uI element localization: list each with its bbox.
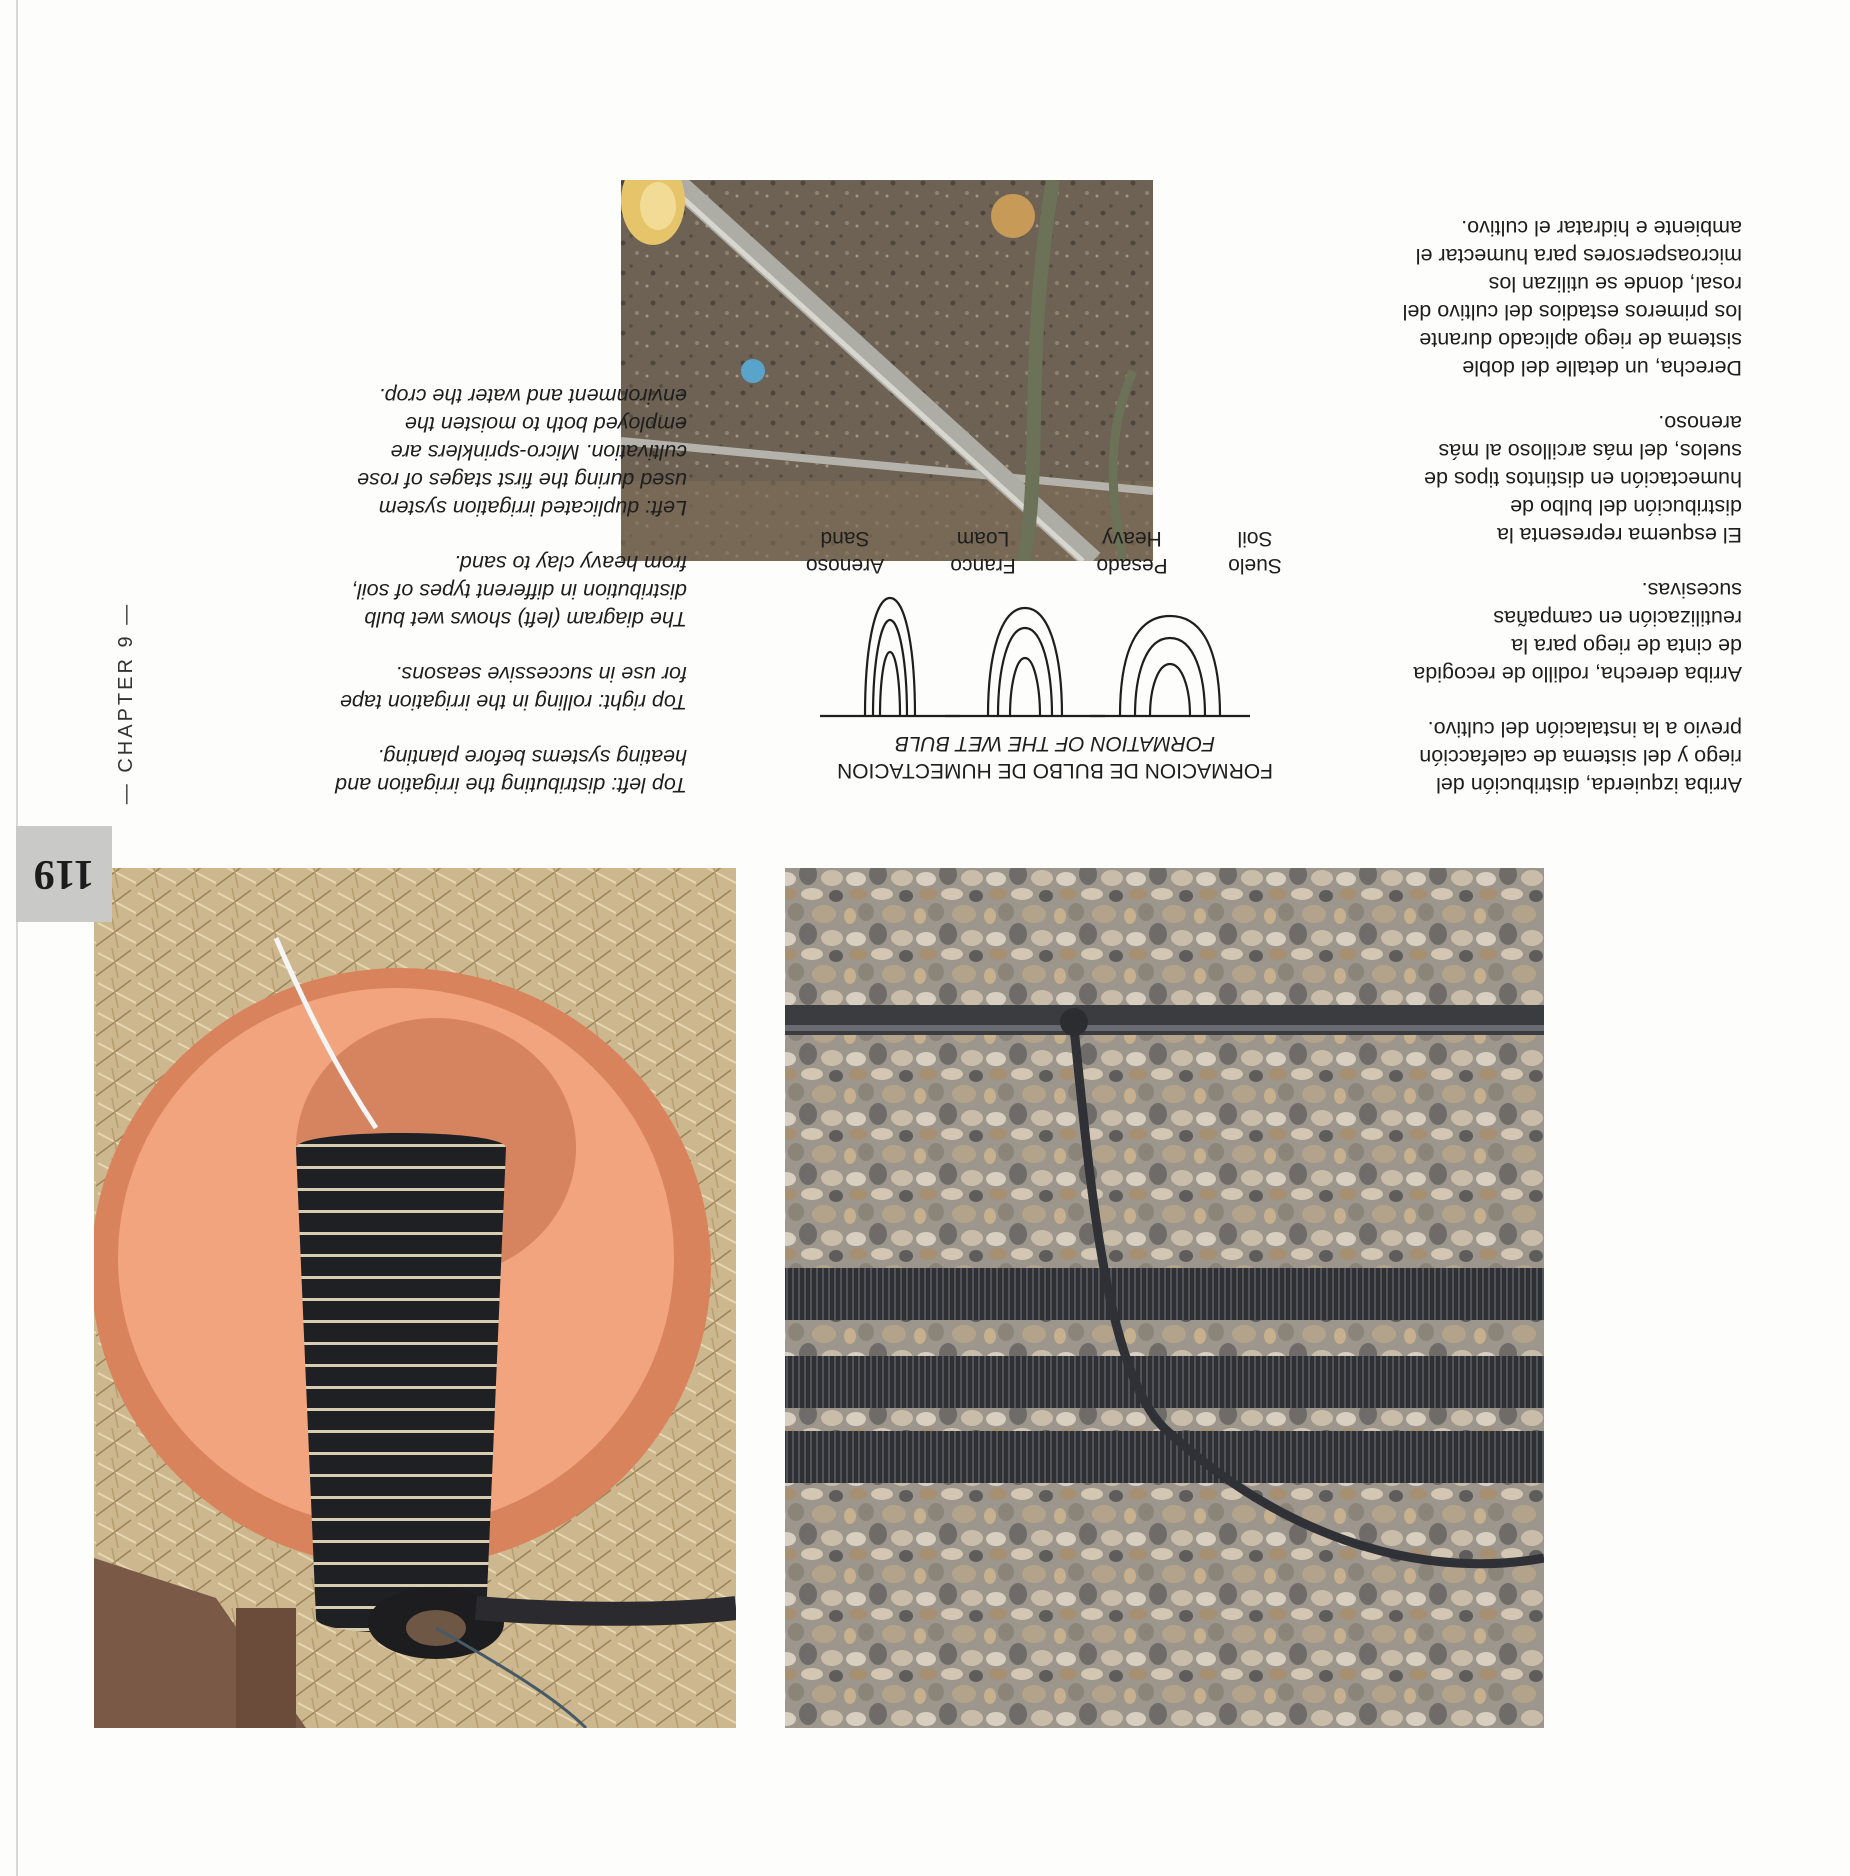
page-number: 119 (33, 851, 95, 897)
soil-label-suelo: Suelo Soil (1228, 527, 1282, 577)
caption-en-diagram: The diagram (left) shows wet bulb distribution in different types of soil, from heavy clay to sand. (351, 551, 687, 631)
spanish-captions (1402, 187, 1742, 799)
caption-es-right-detail: Derecha, un detalle del doble sistema de riego aplicado durante los primeros estadios del cultivo del rosal, donde se utilizan los microaspersores para humectar el ambiente e hidratar el cultivo. (1402, 216, 1742, 380)
bulb-heavy (1090, 616, 1250, 716)
caption-es-top-left: Arriba izquierda, distribución del riego y del sistema de calefacción previo a la instalación del cultivo. (1419, 717, 1742, 797)
photo-irrigation-tape-roller (94, 868, 736, 1728)
soil-label-franco: Franco Loam (950, 527, 1016, 577)
diagram-title-en: FORMATION OF THE WET BULB (894, 732, 1216, 755)
page-edge-line (16, 0, 18, 1876)
photo-rose-stem-irrigation-pipes (621, 180, 1153, 561)
page-number-tab (16, 826, 112, 922)
english-captions (327, 355, 687, 799)
diagram-title-es: FORMACION DE BULBO DE HUMECTACION (837, 759, 1273, 782)
caption-en-top-right: Top right: rolling in the irrigation tape for use in successive seasons. (340, 662, 687, 714)
soil-label-arenoso: Arenoso Sand (805, 527, 885, 577)
caption-en-left-detail: Left: duplicated irrigation system used during the first stages of rose cultivation. Micro-sprinklers are employed both to moisten the environment and water the crop. (357, 384, 687, 520)
photo-pipes-on-gravel (785, 868, 1544, 1728)
bulb-loam (945, 608, 1105, 716)
soil-label-pesado: Pesado Heavy (1096, 527, 1168, 577)
diagram-title (795, 730, 1315, 784)
bulb-sand (820, 598, 960, 716)
caption-es-top-right: Arriba derecha, rodillo de recogida de cinta de riego para la reutilización en campañas sucesivas. (1413, 578, 1742, 686)
caption-en-top-left: Top left: distributing the irrigation and heating systems before planting. (335, 745, 687, 797)
caption-es-diagram: El esquema representa la distribución del bulbo de humectación en distintos tipos de suelos, del más arcilloso al más arenoso. (1424, 411, 1742, 547)
wet-bulb-diagram (780, 586, 1300, 726)
chapter-label: — CHAPTER 9 — (115, 601, 137, 805)
